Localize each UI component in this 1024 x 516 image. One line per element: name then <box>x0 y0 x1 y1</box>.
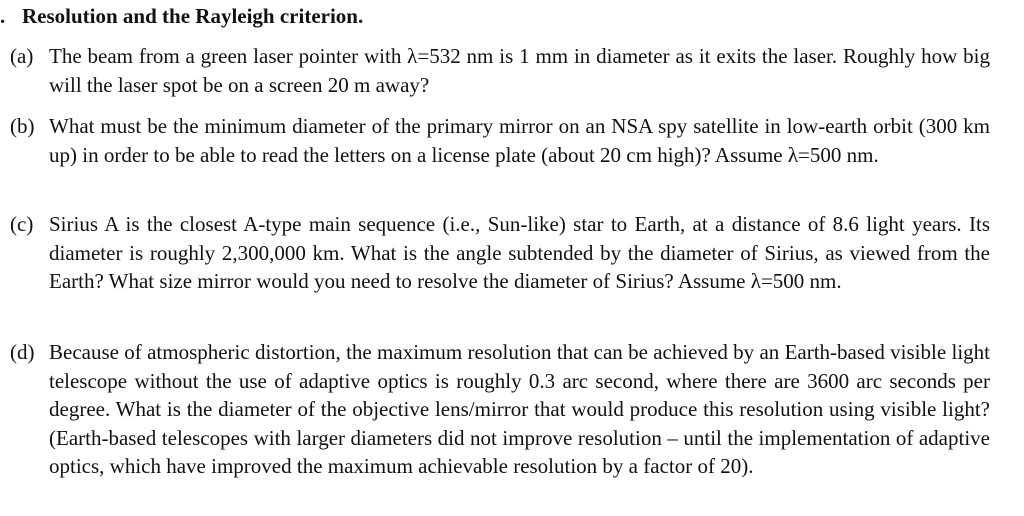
question-d <box>10 338 990 481</box>
problem-title <box>0 4 363 28</box>
question-d-label: (d) <box>10 340 35 364</box>
question-c-label: (c) <box>10 212 34 236</box>
question-b <box>10 112 990 169</box>
question-c-text: Sirius A is the closest A-type main sequence (i.e., Sun-like) star to Earth, at a distance of 8.6 light years. Its diameter is roughly 2,300,000 km. What is the angle subtended by the diameter of Sirius, as viewed from the Earth? What size mirror would you need to resolve the diameter of Sirius? Assume λ=500 nm. <box>49 212 990 293</box>
title-bullet: . <box>0 4 6 28</box>
question-a-text: The beam from a green laser pointer with λ=532 nm is 1 mm in diameter as it exits the laser. Roughly how big will the laser spot be on a screen 20 m away? <box>49 44 990 97</box>
title-text: Resolution and the Rayleigh criterion. <box>22 4 364 28</box>
question-b-text: What must be the minimum diameter of the primary mirror on an NSA spy satellite in low-earth orbit (300 km up) in order to be able to read the letters on a license plate (about 20 cm high)? Assume λ=500 nm. <box>49 114 990 167</box>
question-d-text: Because of atmospheric distortion, the maximum resolution that can be achieved by an Earth-based visible light telescope without the use of adaptive optics is roughly 0.3 arc second, where there are 3600 arc seconds per degree. What is the diameter of the objective lens/mirror that would produce this resolution using visible light? (Earth-based telescopes with larger diameters did not improve resolution – until the implementation of adaptive optics, which have improved the maximum achievable resolution by a factor of 20). <box>49 340 990 478</box>
question-a <box>10 42 990 99</box>
question-b-label: (b) <box>10 114 35 138</box>
question-a-label: (a) <box>10 44 34 68</box>
question-c <box>10 210 990 296</box>
